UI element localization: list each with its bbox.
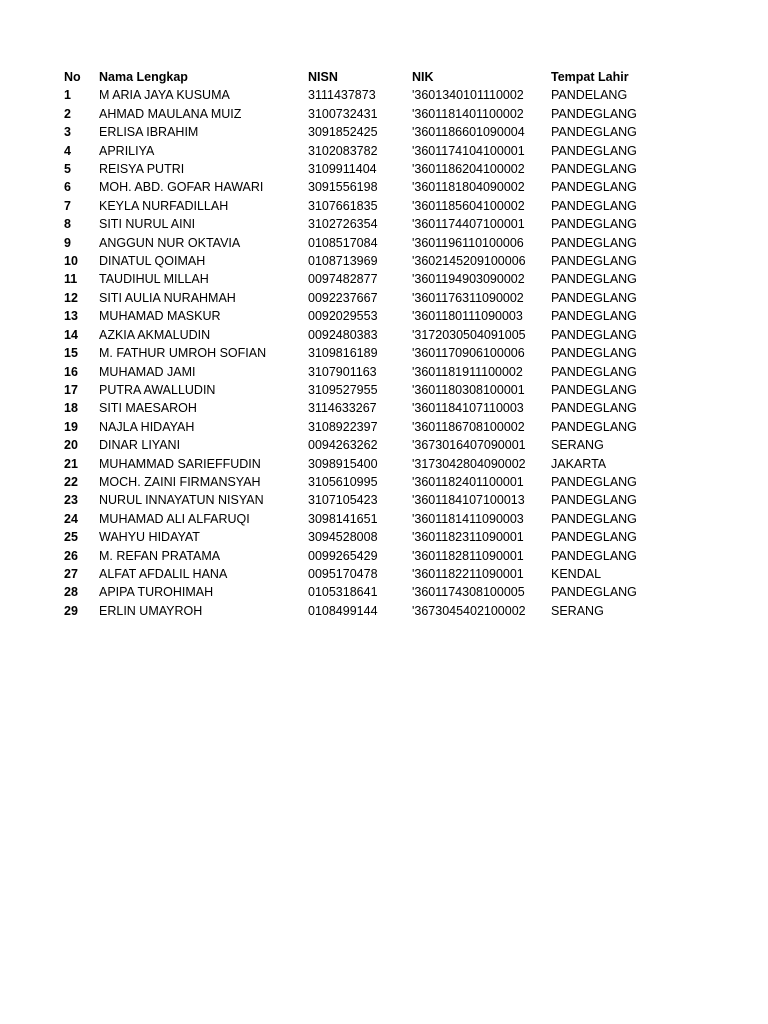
table-row xyxy=(64,510,661,528)
cell-tempat-lahir: PANDEGLANG xyxy=(551,235,637,250)
cell-nik: '3601174308100005 xyxy=(412,585,525,600)
cell-no: 10 xyxy=(64,254,78,269)
table-row xyxy=(64,418,661,436)
cell-nik: '3601186204100002 xyxy=(412,162,525,177)
table-row xyxy=(64,252,661,270)
cell-nama-lengkap: MUHAMAD JAMI xyxy=(99,364,196,379)
cell-tempat-lahir: PANDEGLANG xyxy=(551,511,637,526)
cell-nik: '3601340101110002 xyxy=(412,88,524,103)
table-row xyxy=(64,105,661,123)
cell-nik: '3601180308100001 xyxy=(412,382,525,397)
cell-nik: '3601196110100006 xyxy=(412,235,524,250)
cell-nama-lengkap: MOH. ABD. GOFAR HAWARI xyxy=(99,180,264,195)
cell-nik: '3601174407100001 xyxy=(412,217,525,232)
cell-tempat-lahir: PANDEGLANG xyxy=(551,290,637,305)
cell-nik: '3601182211090001 xyxy=(412,566,524,581)
cell-nik: '3601181401100002 xyxy=(412,106,524,121)
cell-no: 1 xyxy=(64,88,71,103)
cell-nik: '3673016407090001 xyxy=(412,438,526,453)
table-header-row xyxy=(64,68,661,86)
cell-nisn: 3107901163 xyxy=(308,364,377,379)
cell-nama-lengkap: M ARIA JAYA KUSUMA xyxy=(99,88,230,103)
cell-nama-lengkap: APRILIYA xyxy=(99,143,155,158)
cell-no: 9 xyxy=(64,235,71,250)
cell-tempat-lahir: PANDEGLANG xyxy=(551,272,637,287)
cell-nisn: 3098915400 xyxy=(308,456,378,471)
cell-nama-lengkap: ERLIN UMAYROH xyxy=(99,603,203,618)
cell-no: 27 xyxy=(64,566,78,581)
cell-no: 24 xyxy=(64,511,78,526)
header-nisn: NISN xyxy=(308,70,338,84)
cell-tempat-lahir: PANDEGLANG xyxy=(551,548,637,563)
cell-no: 20 xyxy=(64,438,78,453)
table-row xyxy=(64,455,661,473)
table-row xyxy=(64,436,661,454)
cell-tempat-lahir: PANDEGLANG xyxy=(551,217,637,232)
cell-no: 16 xyxy=(64,364,78,379)
cell-nama-lengkap: KEYLA NURFADILLAH xyxy=(99,198,229,213)
cell-nama-lengkap: ERLISA IBRAHIM xyxy=(99,125,199,140)
cell-tempat-lahir: KENDAL xyxy=(551,566,602,581)
cell-tempat-lahir: PANDEGLANG xyxy=(551,382,637,397)
table-row xyxy=(64,326,661,344)
cell-tempat-lahir: PANDEGLANG xyxy=(551,125,637,140)
cell-nik: '3601186708100002 xyxy=(412,419,525,434)
cell-no: 23 xyxy=(64,493,78,508)
cell-nisn: 3098141651 xyxy=(308,511,378,526)
cell-nik: '3601181804090002 xyxy=(412,180,525,195)
cell-nama-lengkap: MUHAMAD ALI ALFARUQI xyxy=(99,511,250,526)
cell-no: 12 xyxy=(64,290,78,305)
table-row xyxy=(64,344,661,362)
cell-nama-lengkap: ANGGUN NUR OKTAVIA xyxy=(99,235,241,250)
cell-no: 11 xyxy=(64,272,78,287)
cell-tempat-lahir: PANDEGLANG xyxy=(551,401,637,416)
cell-no: 3 xyxy=(64,125,71,140)
cell-tempat-lahir: PANDEGLANG xyxy=(551,474,637,489)
cell-tempat-lahir: SERANG xyxy=(551,438,604,453)
cell-no: 14 xyxy=(64,327,78,342)
table-row xyxy=(64,381,661,399)
cell-no: 19 xyxy=(64,419,78,434)
table-row xyxy=(64,602,661,620)
cell-nama-lengkap: SITI MAESAROH xyxy=(99,401,197,416)
cell-nama-lengkap: MUHAMMAD SARIEFFUDIN xyxy=(99,456,261,471)
cell-nama-lengkap: NAJLA HIDAYAH xyxy=(99,419,195,434)
cell-no: 4 xyxy=(64,143,71,158)
cell-nama-lengkap: MOCH. ZAINI FIRMANSYAH xyxy=(99,474,261,489)
cell-nisn: 0092237667 xyxy=(308,290,378,305)
cell-tempat-lahir: PANDEGLANG xyxy=(551,198,637,213)
cell-nisn: 3091556198 xyxy=(308,180,378,195)
cell-tempat-lahir: PANDEGLANG xyxy=(551,143,637,158)
cell-nisn: 3107661835 xyxy=(308,198,378,213)
cell-nisn: 3109527955 xyxy=(308,382,378,397)
table-row xyxy=(64,473,661,491)
table-row xyxy=(64,399,661,417)
table-row xyxy=(64,289,661,307)
cell-tempat-lahir: PANDELANG xyxy=(551,88,628,103)
cell-nik: '3601182811090001 xyxy=(412,548,524,563)
table-row xyxy=(64,547,661,565)
header-tempat-lahir: Tempat Lahir xyxy=(551,70,629,84)
student-table xyxy=(64,68,661,620)
table-row xyxy=(64,86,661,104)
cell-nik: '3601185604100002 xyxy=(412,198,525,213)
cell-tempat-lahir: PANDEGLANG xyxy=(551,493,637,508)
cell-nik: '3601194903090002 xyxy=(412,272,525,287)
cell-nik: '3601181911100002 xyxy=(412,364,523,379)
table-row xyxy=(64,583,661,601)
table-row xyxy=(64,123,661,141)
cell-nisn: 0105318641 xyxy=(308,585,378,600)
cell-tempat-lahir: JAKARTA xyxy=(551,456,607,471)
cell-no: 29 xyxy=(64,603,78,618)
cell-nama-lengkap: MUHAMAD MASKUR xyxy=(99,309,221,324)
cell-nik: '3601181411090003 xyxy=(412,511,524,526)
table-row xyxy=(64,215,661,233)
cell-no: 26 xyxy=(64,548,78,563)
cell-tempat-lahir: PANDEGLANG xyxy=(551,180,637,195)
cell-no: 15 xyxy=(64,346,78,361)
cell-nik: '3601182311090001 xyxy=(412,530,524,545)
cell-tempat-lahir: PANDEGLANG xyxy=(551,254,637,269)
cell-tempat-lahir: PANDEGLANG xyxy=(551,530,637,545)
cell-tempat-lahir: PANDEGLANG xyxy=(551,309,637,324)
cell-nisn: 3102083782 xyxy=(308,143,378,158)
cell-no: 28 xyxy=(64,585,78,600)
cell-nisn: 3108922397 xyxy=(308,419,378,434)
header-no: No xyxy=(64,70,81,84)
cell-no: 18 xyxy=(64,401,78,416)
cell-nisn: 0097482877 xyxy=(308,272,378,287)
table-row xyxy=(64,160,661,178)
cell-no: 21 xyxy=(64,456,78,471)
cell-nisn: 0092029553 xyxy=(308,309,378,324)
cell-nik: '3601182401100001 xyxy=(412,474,524,489)
cell-nisn: 3107105423 xyxy=(308,493,378,508)
header-nik: NIK xyxy=(412,70,434,84)
cell-nik: '3601186601090004 xyxy=(412,125,525,140)
cell-no: 17 xyxy=(64,382,78,397)
cell-nik: '3601184107110003 xyxy=(412,401,524,416)
cell-nisn: 0099265429 xyxy=(308,548,378,563)
cell-nik: '3172030504091005 xyxy=(412,327,526,342)
table-row xyxy=(64,197,661,215)
cell-no: 22 xyxy=(64,474,78,489)
cell-tempat-lahir: PANDEGLANG xyxy=(551,364,637,379)
cell-nisn: 3105610995 xyxy=(308,474,378,489)
cell-nisn: 0092480383 xyxy=(308,327,378,342)
cell-nisn: 3102726354 xyxy=(308,217,378,232)
cell-nama-lengkap: PUTRA AWALLUDIN xyxy=(99,382,216,397)
cell-nisn: 3091852425 xyxy=(308,125,378,140)
cell-nisn: 3114633267 xyxy=(308,401,377,416)
cell-nik: '3601180111090003 xyxy=(412,309,523,324)
table-row xyxy=(64,491,661,509)
cell-nama-lengkap: SITI AULIA NURAHMAH xyxy=(99,290,236,305)
cell-nama-lengkap: TAUDIHUL MILLAH xyxy=(99,272,209,287)
cell-nik: '3601170906100006 xyxy=(412,346,525,361)
cell-no: 5 xyxy=(64,162,71,177)
cell-nisn: 3111437873 xyxy=(308,88,376,103)
table-row xyxy=(64,363,661,381)
cell-no: 8 xyxy=(64,217,71,232)
cell-tempat-lahir: SERANG xyxy=(551,603,604,618)
cell-nik: '3602145209100006 xyxy=(412,254,526,269)
cell-tempat-lahir: PANDEGLANG xyxy=(551,327,637,342)
cell-nama-lengkap: WAHYU HIDAYAT xyxy=(99,530,200,545)
cell-nama-lengkap: SITI NURUL AINI xyxy=(99,217,196,232)
cell-nik: '3173042804090002 xyxy=(412,456,526,471)
cell-nama-lengkap: DINAR LIYANI xyxy=(99,438,181,453)
cell-nik: '3601174104100001 xyxy=(412,143,525,158)
cell-no: 6 xyxy=(64,180,71,195)
table-row xyxy=(64,307,661,325)
cell-nisn: 0094263262 xyxy=(308,438,378,453)
cell-nama-lengkap: M. FATHUR UMROH SOFIAN xyxy=(99,346,267,361)
table-row xyxy=(64,142,661,160)
table-body xyxy=(64,86,661,620)
header-nama-lengkap: Nama Lengkap xyxy=(99,70,188,84)
cell-tempat-lahir: PANDEGLANG xyxy=(551,106,637,121)
table-row xyxy=(64,234,661,252)
cell-nisn: 3094528008 xyxy=(308,530,378,545)
cell-nisn: 0108713969 xyxy=(308,254,378,269)
table-row xyxy=(64,565,661,583)
cell-nik: '3673045402100002 xyxy=(412,603,526,618)
cell-nisn: 0108517084 xyxy=(308,235,378,250)
cell-no: 13 xyxy=(64,309,78,324)
cell-nama-lengkap: NURUL INNAYATUN NISYAN xyxy=(99,493,264,508)
cell-nama-lengkap: APIPA TUROHIMAH xyxy=(99,585,214,600)
cell-nama-lengkap: REISYA PUTRI xyxy=(99,162,185,177)
cell-nama-lengkap: M. REFAN PRATAMA xyxy=(99,548,221,563)
cell-nisn: 0095170478 xyxy=(308,566,378,581)
cell-nik: '3601184107100013 xyxy=(412,493,525,508)
cell-tempat-lahir: PANDEGLANG xyxy=(551,162,637,177)
table-row xyxy=(64,528,661,546)
cell-nik: '3601176311090002 xyxy=(412,290,524,305)
cell-no: 2 xyxy=(64,106,71,121)
cell-nama-lengkap: ALFAT AFDALIL HANA xyxy=(99,566,228,581)
cell-nama-lengkap: DINATUL QOIMAH xyxy=(99,254,206,269)
cell-nisn: 3100732431 xyxy=(308,106,378,121)
cell-nisn: 3109911404 xyxy=(308,162,377,177)
cell-no: 7 xyxy=(64,198,71,213)
cell-tempat-lahir: PANDEGLANG xyxy=(551,585,637,600)
table-row xyxy=(64,270,661,288)
cell-no: 25 xyxy=(64,530,78,545)
cell-tempat-lahir: PANDEGLANG xyxy=(551,346,637,361)
cell-nama-lengkap: AHMAD MAULANA MUIZ xyxy=(99,106,242,121)
cell-tempat-lahir: PANDEGLANG xyxy=(551,419,637,434)
cell-nama-lengkap: AZKIA AKMALUDIN xyxy=(99,327,211,342)
cell-nisn: 0108499144 xyxy=(308,603,378,618)
cell-nisn: 3109816189 xyxy=(308,346,378,361)
table-row xyxy=(64,178,661,196)
